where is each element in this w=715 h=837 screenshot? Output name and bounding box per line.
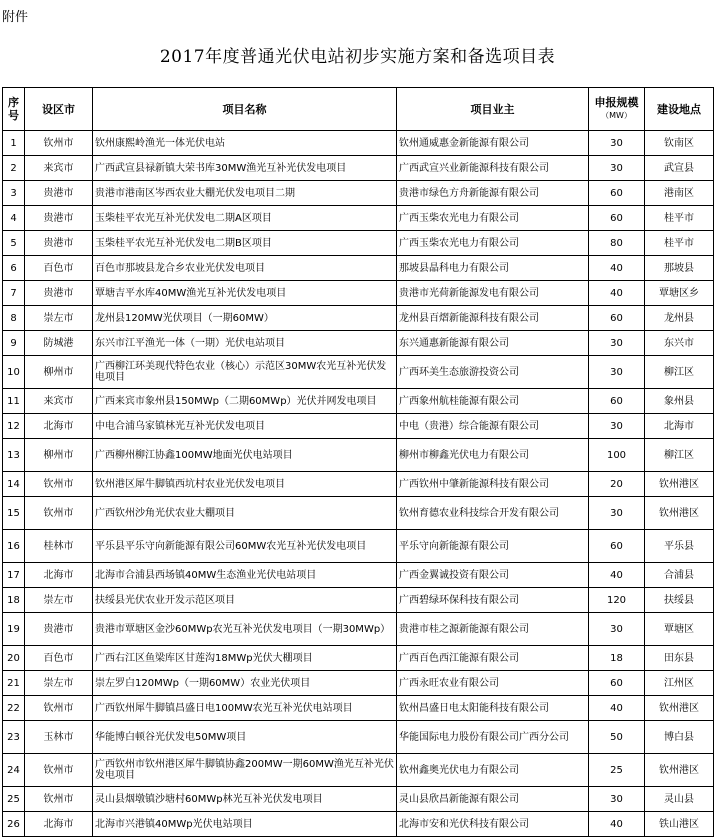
cell-location: 田东县 — [645, 646, 714, 671]
cell-project: 广西钦州犀牛脚镇昌盛日电100MW农光互补光伏电站项目 — [93, 696, 397, 721]
cell-no: 26 — [3, 812, 25, 837]
cell-location: 钦南区 — [645, 131, 714, 156]
cell-owner: 广西玉柴农光电力有限公司 — [397, 206, 589, 231]
cell-project: 扶绥县光伏农业开发示范区项目 — [93, 588, 397, 613]
cell-scale: 80 — [589, 231, 645, 256]
cell-scale: 40 — [589, 563, 645, 588]
table-row — [3, 231, 714, 256]
cell-project: 广西柳州柳江协鑫100MW地面光伏电站项目 — [93, 439, 397, 472]
table-row — [3, 613, 714, 646]
cell-district: 崇左市 — [25, 588, 93, 613]
cell-project: 百色市那坡县龙合乡农业光伏发电项目 — [93, 256, 397, 281]
header-district: 设区市 — [25, 88, 93, 131]
cell-location: 铁山港区 — [645, 812, 714, 837]
cell-owner: 龙州县百熠新能源科技有限公司 — [397, 306, 589, 331]
table-row — [3, 646, 714, 671]
table-row — [3, 787, 714, 812]
cell-no: 13 — [3, 439, 25, 472]
cell-location: 钦州港区 — [645, 497, 714, 530]
cell-owner: 广西象州航桂能源有限公司 — [397, 389, 589, 414]
cell-project: 玉柴桂平农光互补光伏发电二期A区项目 — [93, 206, 397, 231]
cell-owner: 广西武宣兴业新能源科技有限公司 — [397, 156, 589, 181]
cell-scale: 40 — [589, 281, 645, 306]
cell-no: 25 — [3, 787, 25, 812]
cell-location: 港南区 — [645, 181, 714, 206]
cell-district: 钦州市 — [25, 497, 93, 530]
cell-owner: 钦州昌盛日电太阳能科技有限公司 — [397, 696, 589, 721]
header-location: 建设地点 — [645, 88, 714, 131]
page-title: 2017年度普通光伏电站初步实施方案和备选项目表 — [159, 47, 556, 67]
cell-no: 16 — [3, 530, 25, 563]
header-scale — [589, 88, 645, 131]
cell-project: 北海市兴港镇40MWp光伏电站项目 — [93, 812, 397, 837]
cell-district: 百色市 — [25, 256, 93, 281]
cell-scale: 40 — [589, 812, 645, 837]
cell-scale: 60 — [589, 671, 645, 696]
cell-project: 灵山县烟墩镇沙塘村60MWp林光互补光伏发电项目 — [93, 787, 397, 812]
cell-scale: 30 — [589, 414, 645, 439]
cell-project: 钦州康熙岭渔光一体光伏电站 — [93, 131, 397, 156]
cell-scale: 60 — [589, 206, 645, 231]
cell-scale: 18 — [589, 646, 645, 671]
header-scale-label: 申报规模 — [594, 96, 639, 109]
table-row — [3, 530, 714, 563]
table-row — [3, 696, 714, 721]
cell-project: 广西右江区鱼梁库区甘莲沟18MWp光伏大棚项目 — [93, 646, 397, 671]
cell-owner: 钦州通威惠金新能源有限公司 — [397, 131, 589, 156]
header-scale-unit: （MW） — [601, 111, 632, 120]
table-row — [3, 754, 714, 787]
cell-scale: 30 — [589, 331, 645, 356]
cell-owner: 广西百色西江能源有限公司 — [397, 646, 589, 671]
cell-district: 钦州市 — [25, 131, 93, 156]
cell-project: 贵港市覃塘区金沙60MWp农光互补光伏发电项目（一期30MWp） — [93, 613, 397, 646]
cell-district: 百色市 — [25, 646, 93, 671]
cell-scale: 40 — [589, 256, 645, 281]
cell-location: 覃塘区 — [645, 613, 714, 646]
cell-district: 贵港市 — [25, 181, 93, 206]
cell-no: 19 — [3, 613, 25, 646]
cell-no: 7 — [3, 281, 25, 306]
cell-project: 贵港市港南区岑西农业大棚光伏发电项目二期 — [93, 181, 397, 206]
cell-project: 崇左罗白120MWp（一期60MW）农业光伏项目 — [93, 671, 397, 696]
cell-project: 覃塘吉平水库40MW渔光互补光伏发电项目 — [93, 281, 397, 306]
table-row — [3, 156, 714, 181]
cell-owner: 广西玉柴农光电力有限公司 — [397, 231, 589, 256]
cell-no: 15 — [3, 497, 25, 530]
header-owner: 项目业主 — [397, 88, 589, 131]
cell-scale: 120 — [589, 588, 645, 613]
cell-project: 中电合浦乌家镇林光互补光伏发电项目 — [93, 414, 397, 439]
cell-location: 桂平市 — [645, 231, 714, 256]
cell-location: 东兴市 — [645, 331, 714, 356]
cell-no: 8 — [3, 306, 25, 331]
cell-district: 贵港市 — [25, 206, 93, 231]
cell-owner: 灵山县欣昌新能源有限公司 — [397, 787, 589, 812]
cell-owner: 贵港市光荷新能源发电有限公司 — [397, 281, 589, 306]
cell-district: 钦州市 — [25, 754, 93, 787]
cell-owner: 广西金翼诚投资有限公司 — [397, 563, 589, 588]
cell-district: 来宾市 — [25, 389, 93, 414]
header-project: 项目名称 — [93, 88, 397, 131]
table-row — [3, 256, 714, 281]
cell-project: 广西武宣县禄新镇大荣书库30MW渔光互补光伏发电项目 — [93, 156, 397, 181]
cell-location: 桂平市 — [645, 206, 714, 231]
cell-no: 3 — [3, 181, 25, 206]
cell-location: 江州区 — [645, 671, 714, 696]
cell-scale: 60 — [589, 389, 645, 414]
cell-district: 崇左市 — [25, 306, 93, 331]
cell-scale: 40 — [589, 696, 645, 721]
cell-project: 玉柴桂平农光互补光伏发电二期B区项目 — [93, 231, 397, 256]
table-row — [3, 306, 714, 331]
cell-owner: 北海市安和光伏科技有限公司 — [397, 812, 589, 837]
table-row — [3, 497, 714, 530]
cell-no: 18 — [3, 588, 25, 613]
cell-project: 广西钦州沙角光伏农业大棚项目 — [93, 497, 397, 530]
table-row — [3, 414, 714, 439]
cell-scale: 50 — [589, 721, 645, 754]
cell-district: 柳州市 — [25, 439, 93, 472]
cell-project: 华能博白顿谷光伏发电50MW项目 — [93, 721, 397, 754]
cell-owner: 广西环美生态旅游投资公司 — [397, 356, 589, 389]
cell-owner: 平乐守向新能源有限公司 — [397, 530, 589, 563]
cell-district: 北海市 — [25, 414, 93, 439]
cell-district: 北海市 — [25, 563, 93, 588]
cell-owner: 钦州育德农业科技综合开发有限公司 — [397, 497, 589, 530]
attachment-label: 附件 — [2, 10, 29, 25]
table-header-row — [3, 88, 714, 131]
cell-location: 钦州港区 — [645, 696, 714, 721]
cell-location: 武宣县 — [645, 156, 714, 181]
table-row — [3, 281, 714, 306]
table-body — [3, 131, 714, 837]
cell-location: 灵山县 — [645, 787, 714, 812]
cell-location: 博白县 — [645, 721, 714, 754]
cell-scale: 30 — [589, 613, 645, 646]
cell-project: 北海市合浦县西场镇40MW生态渔业光伏电站项目 — [93, 563, 397, 588]
cell-location: 北海市 — [645, 414, 714, 439]
cell-project: 广西来宾市象州县150MWp（二期60MWp）光伏并网发电项目 — [93, 389, 397, 414]
cell-project: 钦州港区犀牛脚镇西坑村农业光伏发电项目 — [93, 472, 397, 497]
cell-location: 钦州港区 — [645, 754, 714, 787]
table-row — [3, 439, 714, 472]
cell-no: 9 — [3, 331, 25, 356]
cell-location: 平乐县 — [645, 530, 714, 563]
project-table — [2, 87, 714, 837]
table-row — [3, 181, 714, 206]
cell-scale: 100 — [589, 439, 645, 472]
table-row — [3, 721, 714, 754]
cell-owner: 柳州市柳鑫光伏电力有限公司 — [397, 439, 589, 472]
table-row — [3, 671, 714, 696]
cell-no: 4 — [3, 206, 25, 231]
cell-location: 合浦县 — [645, 563, 714, 588]
cell-no: 6 — [3, 256, 25, 281]
cell-district: 柳州市 — [25, 356, 93, 389]
cell-project: 龙州县120MW光伏项目（一期60MW） — [93, 306, 397, 331]
cell-no: 12 — [3, 414, 25, 439]
cell-no: 20 — [3, 646, 25, 671]
cell-no: 5 — [3, 231, 25, 256]
cell-scale: 30 — [589, 156, 645, 181]
cell-owner: 贵港市绿色方舟新能源有限公司 — [397, 181, 589, 206]
cell-district: 贵港市 — [25, 281, 93, 306]
cell-no: 10 — [3, 356, 25, 389]
cell-project: 广西柳江环美现代特色农业（核心）示范区30MW农光互补光伏发电项目 — [93, 356, 397, 389]
cell-district: 北海市 — [25, 812, 93, 837]
cell-location: 龙州县 — [645, 306, 714, 331]
cell-district: 钦州市 — [25, 472, 93, 497]
cell-district: 贵港市 — [25, 613, 93, 646]
cell-district: 钦州市 — [25, 696, 93, 721]
table-row — [3, 563, 714, 588]
cell-owner: 广西钦州中肇新能源科技有限公司 — [397, 472, 589, 497]
table-row — [3, 331, 714, 356]
cell-district: 桂林市 — [25, 530, 93, 563]
cell-district: 贵港市 — [25, 231, 93, 256]
cell-owner: 广西碧绿环保科技有限公司 — [397, 588, 589, 613]
cell-project: 广西钦州市钦州港区犀牛脚镇协鑫200MW一期60MW渔光互补光伏发电项目 — [93, 754, 397, 787]
cell-project: 东兴市江平渔光一体（一期）光伏电站项目 — [93, 331, 397, 356]
table-row — [3, 206, 714, 231]
cell-owner: 那坡县晶科电力有限公司 — [397, 256, 589, 281]
cell-location: 柳江区 — [645, 356, 714, 389]
cell-no: 23 — [3, 721, 25, 754]
table-row — [3, 812, 714, 837]
header-no: 序号 — [3, 88, 25, 131]
cell-location: 柳江区 — [645, 439, 714, 472]
cell-owner: 广西永旺农业有限公司 — [397, 671, 589, 696]
cell-location: 那坡县 — [645, 256, 714, 281]
cell-owner: 华能国际电力股份有限公司广西分公司 — [397, 721, 589, 754]
cell-scale: 30 — [589, 497, 645, 530]
table-row — [3, 389, 714, 414]
cell-no: 21 — [3, 671, 25, 696]
cell-owner: 中电（贵港）综合能源有限公司 — [397, 414, 589, 439]
cell-scale: 60 — [589, 181, 645, 206]
cell-scale: 60 — [589, 306, 645, 331]
table-row — [3, 356, 714, 389]
cell-scale: 60 — [589, 530, 645, 563]
cell-location: 覃塘区乡 — [645, 281, 714, 306]
cell-scale: 25 — [589, 754, 645, 787]
cell-location: 扶绥县 — [645, 588, 714, 613]
cell-district: 钦州市 — [25, 787, 93, 812]
cell-project: 平乐县平乐守向新能源有限公司60MW农光互补光伏发电项目 — [93, 530, 397, 563]
cell-no: 2 — [3, 156, 25, 181]
table-row — [3, 472, 714, 497]
cell-no: 22 — [3, 696, 25, 721]
cell-district: 玉林市 — [25, 721, 93, 754]
cell-no: 14 — [3, 472, 25, 497]
cell-scale: 30 — [589, 356, 645, 389]
cell-owner: 贵港市桂之源新能源有限公司 — [397, 613, 589, 646]
cell-scale: 30 — [589, 787, 645, 812]
cell-no: 17 — [3, 563, 25, 588]
cell-no: 11 — [3, 389, 25, 414]
cell-owner: 钦州鑫奥光伏电力有限公司 — [397, 754, 589, 787]
cell-location: 象州县 — [645, 389, 714, 414]
table-row — [3, 131, 714, 156]
cell-district: 崇左市 — [25, 671, 93, 696]
cell-location: 钦州港区 — [645, 472, 714, 497]
cell-district: 防城港 — [25, 331, 93, 356]
cell-scale: 30 — [589, 131, 645, 156]
cell-scale: 20 — [589, 472, 645, 497]
cell-no: 24 — [3, 754, 25, 787]
cell-owner: 东兴通惠新能源有限公司 — [397, 331, 589, 356]
cell-district: 来宾市 — [25, 156, 93, 181]
cell-no: 1 — [3, 131, 25, 156]
table-row — [3, 588, 714, 613]
